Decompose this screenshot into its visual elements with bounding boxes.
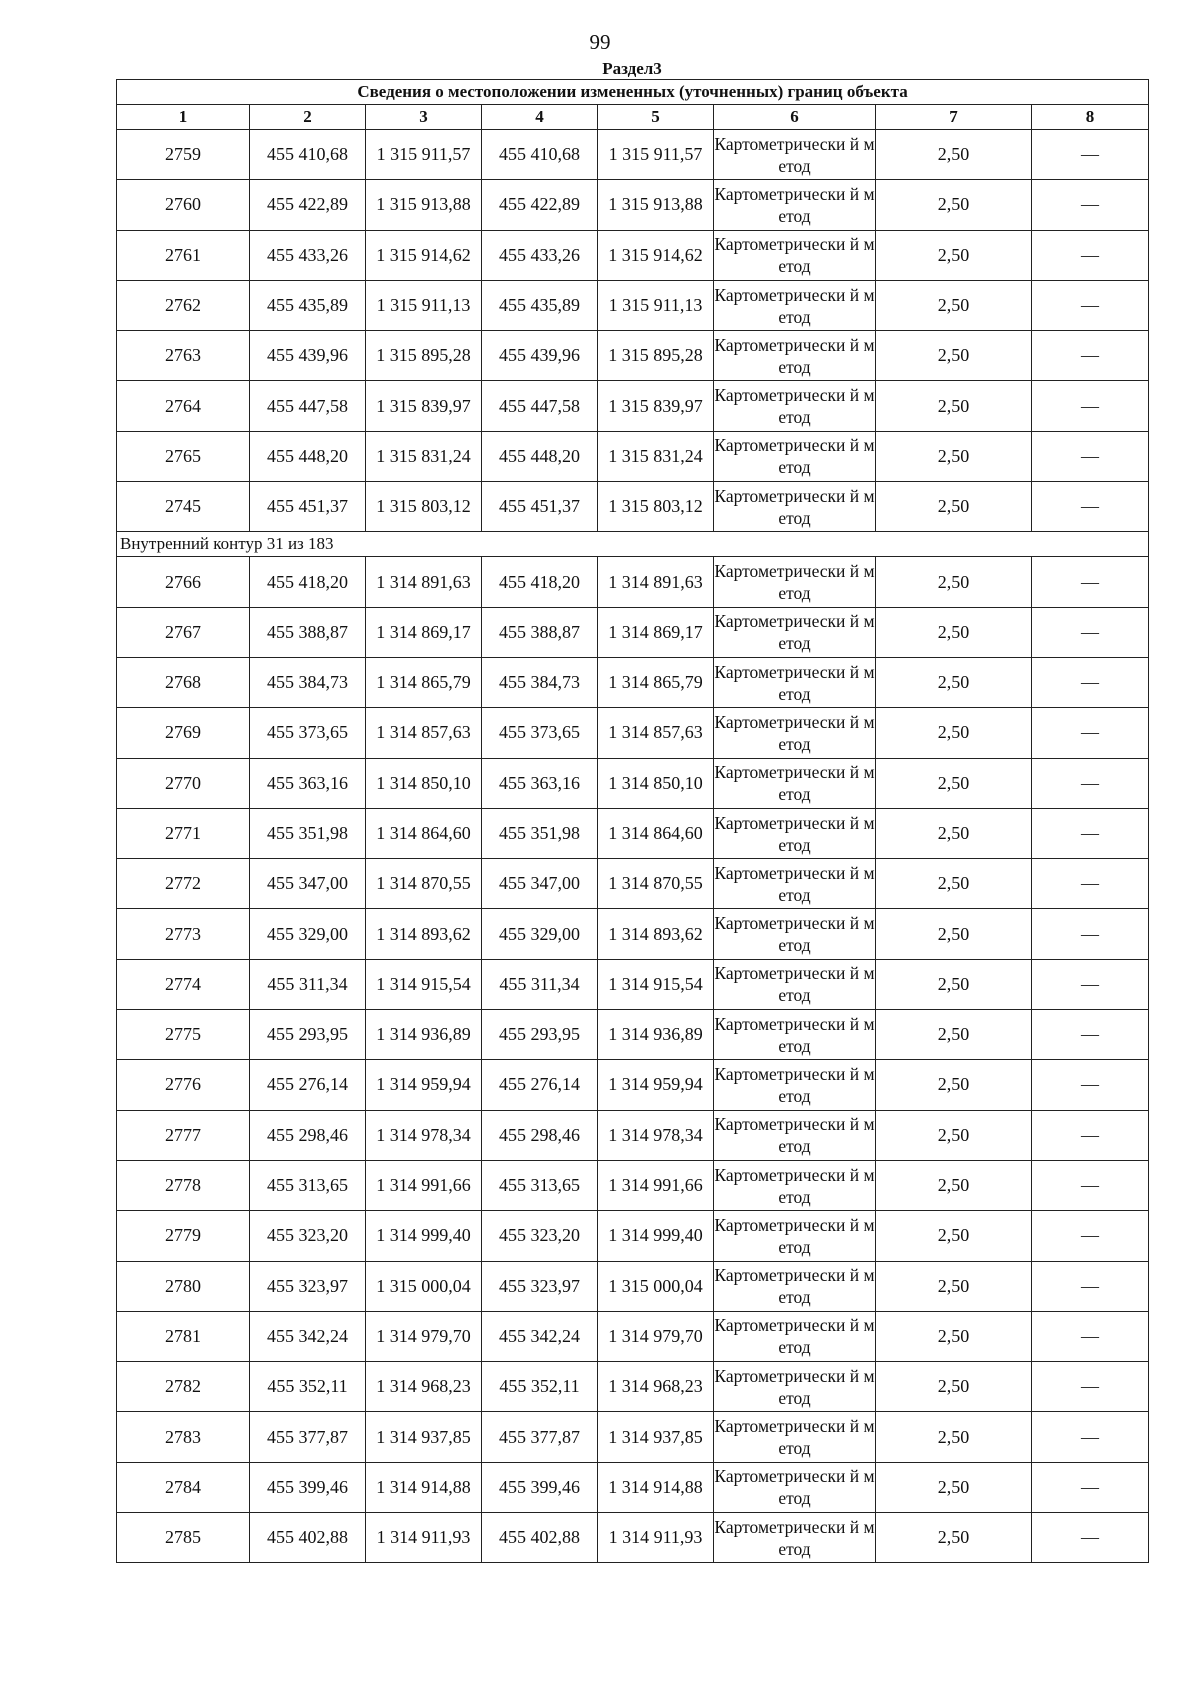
- table-cell: 1 314 911,93: [598, 1513, 714, 1563]
- table-row: [117, 1110, 1149, 1160]
- table-cell: Картометрически й метод: [714, 607, 876, 657]
- table-cell: 455 293,95: [250, 1010, 366, 1060]
- table-row: [117, 130, 1149, 180]
- table-row: [117, 607, 1149, 657]
- table-cell: 2,50: [876, 959, 1032, 1009]
- table-cell: 1 314 857,63: [598, 708, 714, 758]
- column-header: 1: [117, 105, 250, 130]
- table-cell: 2782: [117, 1362, 250, 1412]
- column-header: 4: [482, 105, 598, 130]
- table-cell: 2,50: [876, 280, 1032, 330]
- coordinates-table: [116, 79, 1149, 1563]
- table-cell: 455 447,58: [482, 381, 598, 431]
- table-cell: 2783: [117, 1412, 250, 1462]
- table-cell: —: [1032, 808, 1149, 858]
- table-cell: 1 314 937,85: [598, 1412, 714, 1462]
- table-cell: 2,50: [876, 1010, 1032, 1060]
- table-cell: 455 323,97: [250, 1261, 366, 1311]
- coordinates-table-block: [116, 58, 1148, 1563]
- table-cell: Картометрически й метод: [714, 280, 876, 330]
- table-cell: 455 323,20: [482, 1211, 598, 1261]
- column-header: 3: [366, 105, 482, 130]
- table-cell: —: [1032, 230, 1149, 280]
- table-cell: 2,50: [876, 909, 1032, 959]
- contour-label: Внутренний контур 31 из 183: [117, 532, 1149, 557]
- table-cell: 1 314 991,66: [366, 1160, 482, 1210]
- table-cell: —: [1032, 331, 1149, 381]
- table-cell: 1 315 895,28: [366, 331, 482, 381]
- table-cell: 1 314 911,93: [366, 1513, 482, 1563]
- table-cell: 455 313,65: [482, 1160, 598, 1210]
- table-cell: Картометрически й метод: [714, 657, 876, 707]
- table-row: [117, 708, 1149, 758]
- table-cell: 2,50: [876, 1513, 1032, 1563]
- table-cell: 455 342,24: [482, 1311, 598, 1361]
- table-cell: 1 315 895,28: [598, 331, 714, 381]
- table-cell: 2,50: [876, 1060, 1032, 1110]
- table-cell: 455 410,68: [250, 130, 366, 180]
- table-row: [117, 1211, 1149, 1261]
- table-cell: —: [1032, 1462, 1149, 1512]
- table-cell: 1 314 864,60: [598, 808, 714, 858]
- table-cell: 455 433,26: [482, 230, 598, 280]
- table-cell: Картометрически й метод: [714, 482, 876, 532]
- table-cell: 455 323,20: [250, 1211, 366, 1261]
- table-cell: Картометрически й метод: [714, 1412, 876, 1462]
- table-cell: —: [1032, 1211, 1149, 1261]
- table-row: [117, 557, 1149, 607]
- table-cell: 455 402,88: [482, 1513, 598, 1563]
- table-cell: 1 314 850,10: [598, 758, 714, 808]
- table-cell: 2,50: [876, 708, 1032, 758]
- table-cell: —: [1032, 859, 1149, 909]
- table-cell: 2,50: [876, 331, 1032, 381]
- table-cell: 1 315 831,24: [598, 431, 714, 481]
- table-cell: 455 418,20: [250, 557, 366, 607]
- table-cell: 455 422,89: [250, 180, 366, 230]
- contour-separator: [117, 532, 1149, 557]
- table-cell: 1 314 937,85: [366, 1412, 482, 1462]
- table-cell: 455 276,14: [250, 1060, 366, 1110]
- table-cell: Картометрически й метод: [714, 758, 876, 808]
- table-cell: 1 315 913,88: [366, 180, 482, 230]
- table-cell: 2763: [117, 331, 250, 381]
- table-caption-row: [117, 80, 1149, 105]
- table-cell: 455 448,20: [482, 431, 598, 481]
- table-cell: 2781: [117, 1311, 250, 1361]
- table-cell: Картометрически й метод: [714, 130, 876, 180]
- table-cell: 1 314 850,10: [366, 758, 482, 808]
- table-cell: Картометрически й метод: [714, 1060, 876, 1110]
- table-cell: 2778: [117, 1160, 250, 1210]
- table-row: [117, 959, 1149, 1009]
- table-cell: 2771: [117, 808, 250, 858]
- table-cell: 1 314 979,70: [598, 1311, 714, 1361]
- table-row: [117, 859, 1149, 909]
- table-cell: 455 373,65: [482, 708, 598, 758]
- table-cell: 2780: [117, 1261, 250, 1311]
- table-cell: —: [1032, 381, 1149, 431]
- table-cell: 2777: [117, 1110, 250, 1160]
- table-cell: 1 314 978,34: [366, 1110, 482, 1160]
- table-cell: 455 363,16: [250, 758, 366, 808]
- table-cell: 1 314 857,63: [366, 708, 482, 758]
- column-header: 7: [876, 105, 1032, 130]
- table-cell: 2761: [117, 230, 250, 280]
- table-cell: —: [1032, 482, 1149, 532]
- table-cell: 1 315 911,57: [598, 130, 714, 180]
- table-cell: 1 314 893,62: [598, 909, 714, 959]
- table-cell: Картометрически й метод: [714, 381, 876, 431]
- table-cell: 2,50: [876, 808, 1032, 858]
- table-row: [117, 1160, 1149, 1210]
- table-cell: 1 314 869,17: [366, 607, 482, 657]
- table-row: [117, 909, 1149, 959]
- table-cell: 455 435,89: [250, 280, 366, 330]
- table-cell: Картометрически й метод: [714, 708, 876, 758]
- table-cell: 455 347,00: [250, 859, 366, 909]
- table-body-outer-contour: [117, 130, 1149, 532]
- column-header: 6: [714, 105, 876, 130]
- table-cell: 455 451,37: [250, 482, 366, 532]
- table-cell: —: [1032, 1311, 1149, 1361]
- table-cell: 455 298,46: [482, 1110, 598, 1160]
- table-cell: 455 276,14: [482, 1060, 598, 1110]
- table-cell: 1 314 891,63: [366, 557, 482, 607]
- table-cell: 1 314 891,63: [598, 557, 714, 607]
- table-cell: 2775: [117, 1010, 250, 1060]
- table-cell: 1 315 000,04: [366, 1261, 482, 1311]
- table-cell: 1 314 865,79: [598, 657, 714, 707]
- table-cell: 1 314 865,79: [366, 657, 482, 707]
- table-cell: 2768: [117, 657, 250, 707]
- table-cell: 1 315 914,62: [598, 230, 714, 280]
- table-cell: 1 314 936,89: [598, 1010, 714, 1060]
- table-cell: 2762: [117, 280, 250, 330]
- table-cell: Картометрически й метод: [714, 1211, 876, 1261]
- column-header: 2: [250, 105, 366, 130]
- table-cell: 455 433,26: [250, 230, 366, 280]
- table-cell: 2,50: [876, 1311, 1032, 1361]
- table-cell: 2,50: [876, 607, 1032, 657]
- table-cell: 2,50: [876, 758, 1032, 808]
- table-cell: —: [1032, 1261, 1149, 1311]
- table-cell: 1 314 959,94: [598, 1060, 714, 1110]
- table-cell: 2779: [117, 1211, 250, 1261]
- table-cell: 2,50: [876, 180, 1032, 230]
- table-cell: 1 315 000,04: [598, 1261, 714, 1311]
- table-row: [117, 180, 1149, 230]
- table-cell: 2765: [117, 431, 250, 481]
- table-cell: —: [1032, 431, 1149, 481]
- table-cell: 1 315 831,24: [366, 431, 482, 481]
- table-cell: 455 352,11: [482, 1362, 598, 1412]
- table-cell: 455 329,00: [482, 909, 598, 959]
- table-cell: 455 311,34: [250, 959, 366, 1009]
- table-cell: Картометрически й метод: [714, 557, 876, 607]
- table-row: [117, 1311, 1149, 1361]
- table-cell: 2776: [117, 1060, 250, 1110]
- table-row: [117, 808, 1149, 858]
- table-cell: 455 447,58: [250, 381, 366, 431]
- table-cell: 455 293,95: [482, 1010, 598, 1060]
- table-cell: 455 323,97: [482, 1261, 598, 1311]
- table-cell: 2764: [117, 381, 250, 431]
- table-cell: 455 448,20: [250, 431, 366, 481]
- table-row: [117, 280, 1149, 330]
- table-cell: 455 298,46: [250, 1110, 366, 1160]
- table-cell: 2760: [117, 180, 250, 230]
- table-cell: 455 388,87: [250, 607, 366, 657]
- table-cell: 2,50: [876, 657, 1032, 707]
- table-cell: 455 418,20: [482, 557, 598, 607]
- table-cell: 1 315 911,13: [598, 280, 714, 330]
- table-cell: 2,50: [876, 1211, 1032, 1261]
- table-cell: 455 399,46: [482, 1462, 598, 1512]
- table-cell: 2,50: [876, 1160, 1032, 1210]
- table-caption: Сведения о местоположении измененных (уточненных) границ объекта: [117, 80, 1149, 105]
- table-cell: —: [1032, 1160, 1149, 1210]
- table-cell: 455 347,00: [482, 859, 598, 909]
- table-cell: —: [1032, 130, 1149, 180]
- table-row: [117, 1362, 1149, 1412]
- table-cell: 2,50: [876, 557, 1032, 607]
- table-cell: —: [1032, 657, 1149, 707]
- table-cell: —: [1032, 959, 1149, 1009]
- table-row: [117, 1513, 1149, 1563]
- table-cell: 1 315 914,62: [366, 230, 482, 280]
- table-row: [117, 758, 1149, 808]
- table-cell: Картометрически й метод: [714, 808, 876, 858]
- table-cell: 2767: [117, 607, 250, 657]
- table-cell: 2,50: [876, 1362, 1032, 1412]
- table-cell: 1 314 864,60: [366, 808, 482, 858]
- table-cell: 2784: [117, 1462, 250, 1512]
- table-cell: —: [1032, 708, 1149, 758]
- table-cell: 2774: [117, 959, 250, 1009]
- table-cell: 1 315 911,57: [366, 130, 482, 180]
- table-row: [117, 331, 1149, 381]
- table-cell: 455 329,00: [250, 909, 366, 959]
- table-cell: 1 315 911,13: [366, 280, 482, 330]
- table-cell: 1 315 913,88: [598, 180, 714, 230]
- table-cell: 2745: [117, 482, 250, 532]
- table-cell: 1 314 978,34: [598, 1110, 714, 1160]
- table-cell: 1 314 968,23: [366, 1362, 482, 1412]
- table-cell: 1 315 803,12: [366, 482, 482, 532]
- table-cell: 455 313,65: [250, 1160, 366, 1210]
- table-row: [117, 482, 1149, 532]
- table-cell: —: [1032, 280, 1149, 330]
- table-cell: Картометрически й метод: [714, 180, 876, 230]
- table-cell: Картометрически й метод: [714, 909, 876, 959]
- table-cell: 1 314 968,23: [598, 1362, 714, 1412]
- table-cell: 1 314 999,40: [366, 1211, 482, 1261]
- table-cell: 1 314 914,88: [598, 1462, 714, 1512]
- table-cell: Картометрически й метод: [714, 1362, 876, 1412]
- table-cell: 455 342,24: [250, 1311, 366, 1361]
- table-cell: 455 435,89: [482, 280, 598, 330]
- table-cell: 2,50: [876, 230, 1032, 280]
- table-cell: 2,50: [876, 1110, 1032, 1160]
- table-cell: 455 402,88: [250, 1513, 366, 1563]
- table-cell: 2,50: [876, 130, 1032, 180]
- table-cell: 455 439,96: [250, 331, 366, 381]
- table-cell: Картометрически й метод: [714, 331, 876, 381]
- table-cell: 455 311,34: [482, 959, 598, 1009]
- table-cell: —: [1032, 607, 1149, 657]
- table-cell: 455 363,16: [482, 758, 598, 808]
- table-cell: 455 384,73: [250, 657, 366, 707]
- table-cell: 455 377,87: [250, 1412, 366, 1462]
- column-header: 5: [598, 105, 714, 130]
- table-cell: 1 314 915,54: [366, 959, 482, 1009]
- table-cell: 1 315 839,97: [366, 381, 482, 431]
- table-cell: 455 399,46: [250, 1462, 366, 1512]
- table-row: [117, 1462, 1149, 1512]
- table-cell: —: [1032, 1513, 1149, 1563]
- table-cell: 1 314 915,54: [598, 959, 714, 1009]
- table-cell: —: [1032, 180, 1149, 230]
- table-row: [117, 431, 1149, 481]
- table-cell: 1 314 914,88: [366, 1462, 482, 1512]
- table-cell: 1 314 991,66: [598, 1160, 714, 1210]
- table-cell: Картометрически й метод: [714, 859, 876, 909]
- table-row: [117, 381, 1149, 431]
- table-cell: Картометрически й метод: [714, 1160, 876, 1210]
- table-cell: 1 314 999,40: [598, 1211, 714, 1261]
- table-cell: Картометрически й метод: [714, 230, 876, 280]
- table-cell: 2,50: [876, 1412, 1032, 1462]
- table-cell: 455 384,73: [482, 657, 598, 707]
- table-cell: Картометрически й метод: [714, 1110, 876, 1160]
- table-cell: 455 377,87: [482, 1412, 598, 1462]
- table-cell: Картометрически й метод: [714, 1462, 876, 1512]
- table-cell: —: [1032, 1010, 1149, 1060]
- table-cell: Картометрически й метод: [714, 1261, 876, 1311]
- table-cell: 1 314 870,55: [598, 859, 714, 909]
- table-cell: 1 314 936,89: [366, 1010, 482, 1060]
- table-cell: Картометрически й метод: [714, 1311, 876, 1361]
- table-cell: —: [1032, 1412, 1149, 1462]
- page-number: 99: [589, 30, 611, 54]
- table-cell: 455 439,96: [482, 331, 598, 381]
- table-cell: 2772: [117, 859, 250, 909]
- table-row: [117, 1261, 1149, 1311]
- table-cell: 1 314 869,17: [598, 607, 714, 657]
- table-cell: 455 388,87: [482, 607, 598, 657]
- table-cell: 2,50: [876, 859, 1032, 909]
- table-cell: 455 351,98: [250, 808, 366, 858]
- table-row: [117, 1412, 1149, 1462]
- table-cell: —: [1032, 1362, 1149, 1412]
- table-cell: 455 422,89: [482, 180, 598, 230]
- table-cell: 1 315 839,97: [598, 381, 714, 431]
- table-cell: Картометрически й метод: [714, 1513, 876, 1563]
- column-header-row: [117, 105, 1149, 130]
- table-cell: 2,50: [876, 431, 1032, 481]
- table-cell: 2759: [117, 130, 250, 180]
- table-row: [117, 1010, 1149, 1060]
- table-cell: 1 314 979,70: [366, 1311, 482, 1361]
- table-cell: 455 351,98: [482, 808, 598, 858]
- table-cell: 455 451,37: [482, 482, 598, 532]
- table-cell: 2766: [117, 557, 250, 607]
- section-title: Раздел3: [602, 59, 662, 78]
- table-cell: 1 314 870,55: [366, 859, 482, 909]
- column-header: 8: [1032, 105, 1149, 130]
- table-cell: 455 373,65: [250, 708, 366, 758]
- table-cell: 2785: [117, 1513, 250, 1563]
- table-body-inner-contour: [117, 557, 1149, 1563]
- table-cell: 1 314 893,62: [366, 909, 482, 959]
- table-cell: —: [1032, 557, 1149, 607]
- table-cell: 455 352,11: [250, 1362, 366, 1412]
- table-cell: —: [1032, 1060, 1149, 1110]
- table-cell: 2770: [117, 758, 250, 808]
- table-cell: Картометрически й метод: [714, 959, 876, 1009]
- table-cell: Картометрически й метод: [714, 1010, 876, 1060]
- table-cell: 2769: [117, 708, 250, 758]
- table-cell: —: [1032, 909, 1149, 959]
- table-cell: 2,50: [876, 1462, 1032, 1512]
- contour-row: [117, 532, 1149, 557]
- table-row: [117, 1060, 1149, 1110]
- table-row: [117, 657, 1149, 707]
- table-cell: 2,50: [876, 1261, 1032, 1311]
- table-cell: 1 314 959,94: [366, 1060, 482, 1110]
- table-cell: 2773: [117, 909, 250, 959]
- table-cell: Картометрически й метод: [714, 431, 876, 481]
- table-cell: 455 410,68: [482, 130, 598, 180]
- table-cell: 2,50: [876, 482, 1032, 532]
- table-cell: 2,50: [876, 381, 1032, 431]
- table-cell: 1 315 803,12: [598, 482, 714, 532]
- table-row: [117, 230, 1149, 280]
- table-cell: —: [1032, 758, 1149, 808]
- table-cell: —: [1032, 1110, 1149, 1160]
